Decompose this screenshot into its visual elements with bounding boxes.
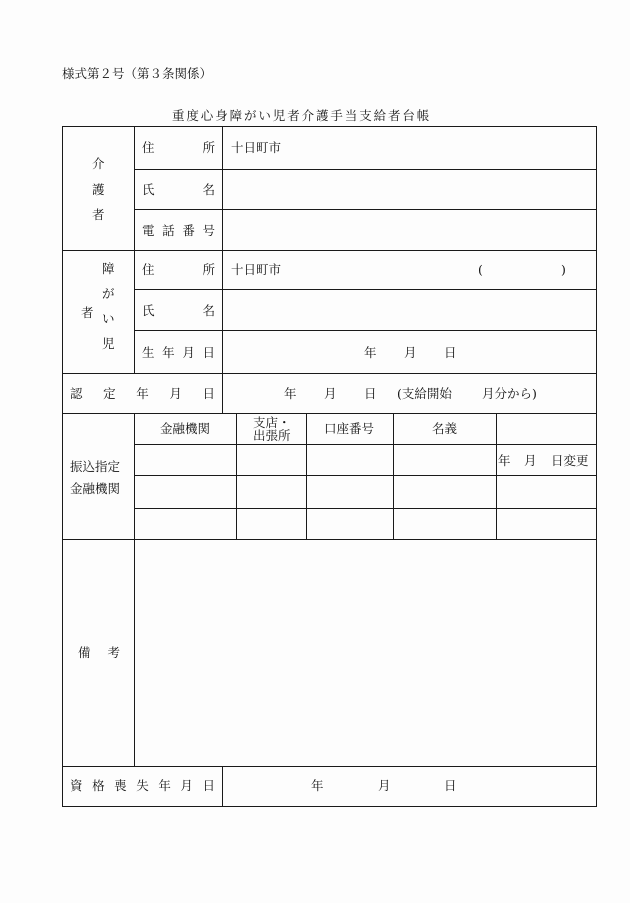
bank-col-branch: 支店・ xyxy=(253,415,291,430)
child-group-char: 児 xyxy=(102,336,115,351)
child-birth-label xyxy=(142,346,215,360)
label-char: 喪 xyxy=(114,778,127,793)
row-divider xyxy=(134,330,596,331)
loss-day-unit: 日 xyxy=(444,778,457,793)
row-divider xyxy=(134,209,596,210)
birth-year-unit: 年 xyxy=(364,345,377,360)
loss-month-unit: 月 xyxy=(378,778,391,793)
label-char: 生 xyxy=(142,345,155,360)
col-divider xyxy=(222,766,223,807)
certification-label xyxy=(70,387,215,401)
section-divider xyxy=(62,413,597,414)
table-border-right xyxy=(596,126,597,807)
label-char: 日 xyxy=(202,345,215,360)
caregiver-address-value: 十日町市 xyxy=(231,140,282,155)
label-char: 認 xyxy=(70,386,83,401)
row-divider xyxy=(134,444,596,445)
label-char: 名 xyxy=(202,182,215,197)
label-char: 格 xyxy=(92,778,105,793)
bank-group-label: 振込指定 xyxy=(70,459,121,474)
label-char: 備 xyxy=(78,645,91,660)
label-char: 所 xyxy=(202,262,215,277)
col-divider xyxy=(496,413,497,540)
label-char: 氏 xyxy=(142,182,155,197)
bank-group-label: 金融機関 xyxy=(70,481,121,496)
child-group-char: い xyxy=(102,311,115,326)
label-char: 名 xyxy=(202,303,215,318)
section-divider xyxy=(62,539,597,540)
col-divider xyxy=(393,413,394,540)
child-address-value: 十日町市 xyxy=(231,262,282,277)
row-divider xyxy=(134,475,596,476)
bank-col-institution: 金融機関 xyxy=(160,421,211,436)
label-char: 年 xyxy=(158,778,171,793)
certification-month-unit: 月 xyxy=(324,386,337,401)
bank-change-year-unit: 年 xyxy=(498,453,511,468)
col-divider xyxy=(236,413,237,540)
label-char: 話 xyxy=(162,223,175,238)
certification-day-unit: 日 xyxy=(364,386,377,401)
child-address-label xyxy=(142,263,215,277)
child-group-char: 者 xyxy=(81,305,94,320)
table-border-top xyxy=(62,126,597,127)
bank-col-holder: 名義 xyxy=(432,421,458,436)
section-divider xyxy=(62,766,597,767)
caregiver-group-char: 者 xyxy=(92,207,105,222)
label-char: 月 xyxy=(169,386,182,401)
section-divider xyxy=(62,250,597,251)
table-border-bottom xyxy=(62,806,597,807)
label-char: 電 xyxy=(142,223,155,238)
loss-year-unit: 年 xyxy=(311,778,324,793)
label-char: 考 xyxy=(107,645,120,660)
section-divider xyxy=(62,373,597,374)
child-group-char: が xyxy=(102,286,115,301)
caregiver-address-label xyxy=(142,141,215,155)
birth-month-unit: 月 xyxy=(404,345,417,360)
label-char: 月 xyxy=(180,778,193,793)
bank-change-month-unit: 月 xyxy=(524,453,537,468)
label-char: 番 xyxy=(182,223,195,238)
label-char: 号 xyxy=(202,223,215,238)
label-char: 氏 xyxy=(142,303,155,318)
birth-day-unit: 日 xyxy=(444,345,457,360)
label-char: 日 xyxy=(202,386,215,401)
col-divider xyxy=(306,413,307,540)
caregiver-group-char: 介 xyxy=(92,156,105,171)
remarks-label xyxy=(78,646,120,660)
form-number: 様式第２号（第３条関係） xyxy=(62,66,213,81)
caregiver-name-label xyxy=(142,183,215,197)
table-border-left xyxy=(62,126,63,807)
caregiver-phone-label xyxy=(142,224,215,238)
label-char: 定 xyxy=(103,386,116,401)
label-char: 日 xyxy=(202,778,215,793)
label-char: 資 xyxy=(70,778,83,793)
payment-start-note: (支給開始 xyxy=(397,386,452,401)
bank-change-day-unit: 日変更 xyxy=(551,453,589,468)
label-char: 失 xyxy=(136,778,149,793)
bank-col-account: 口座番号 xyxy=(324,421,375,436)
loss-date-label xyxy=(70,779,215,793)
address-paren-open: ( xyxy=(478,262,483,277)
label-char: 住 xyxy=(142,140,155,155)
address-paren-close: ) xyxy=(561,262,566,277)
bank-col-branch: 出張所 xyxy=(253,428,291,443)
caregiver-group-char: 護 xyxy=(92,182,105,197)
label-char: 年 xyxy=(162,345,175,360)
col-divider xyxy=(134,413,135,767)
child-group-char: 障 xyxy=(102,261,115,276)
label-char: 所 xyxy=(202,140,215,155)
page-title: 重度心身障がい児者介護手当支給者台帳 xyxy=(172,108,432,123)
payment-start-note-end: 月分から) xyxy=(482,386,537,401)
certification-year-unit: 年 xyxy=(284,386,297,401)
label-char: 月 xyxy=(182,345,195,360)
row-divider xyxy=(134,289,596,290)
label-char: 住 xyxy=(142,262,155,277)
row-divider xyxy=(134,169,596,170)
label-char: 年 xyxy=(136,386,149,401)
row-divider xyxy=(134,508,596,509)
col-divider xyxy=(222,126,223,414)
child-name-label xyxy=(142,304,215,318)
col-divider xyxy=(134,126,135,374)
